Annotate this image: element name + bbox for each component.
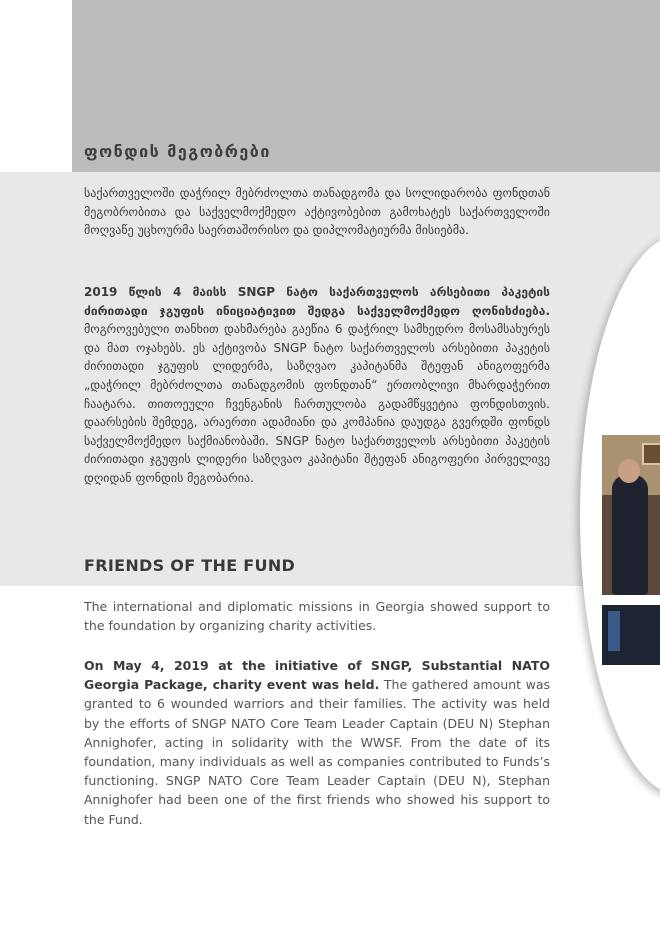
georgian-event-lead: 2019 წლის 4 მაისს SNGP ნატო საქართველოს არსებითი პაკეტის ძირითადი ჯგუფის ინიციატივით შედგა საქველმოქმედო ღონისძიება. bbox=[84, 285, 550, 318]
photo-wall-frame bbox=[642, 443, 660, 465]
photo-officer bbox=[612, 475, 648, 595]
english-intro-paragraph: The international and diplomatic missions in Georgia showed support to the foundation by organizing charity activities. bbox=[84, 599, 550, 634]
english-event-lead: On May 4, 2019 at the initiative of SNGP, Substantial NATO Georgia Package, charity event was held. bbox=[84, 658, 550, 693]
georgian-event-body: მოგროვებული თანხით დახმარება გაეწია 6 დაჭრილ სამხედრო მოსამსახურეს და მათ ოჯახებს. ეს აქტივობა SNGP ნატო საქართველოს არსებითი პაკეტის ძირითადი ჯგუფის ლიდერმა, საზღვაო კაპიტანმა შტეფან ანიგოფერმა „დაჭრილ მებრძოლთა თანადგომის ფონდთან“ ერთობლივი მხარდაჭერით ჩაატარა. თითოეული ჩვენგანის ჩართულობა გადამწყვეტია ფონდისთვის. დაარსების შემდეგ, არაერთი ადამიანი და კომპანია დაუდგა გვერდში ფონდს საქველმოქმედო საქმიანობაში. SNGP ნატო საქართველოს არსებითი პაკეტის ძირითადი ჯგუფის ლიდერი საზღვაო კაპიტანი შტეფან ანიგოფერი პირველივე დღიდან ფონდის მეგობარია. bbox=[84, 322, 550, 485]
english-heading: FRIENDS OF THE FUND bbox=[84, 556, 296, 575]
georgian-intro-paragraph: საქართველოში დაჭრილ მებრძოლთა თანადგომა და სოლიდარობა ფონდთან მეგობრობითა და საქველმოქმედო აქტივობებით გამოხატეს საქართველოში მოღვაწე უცხოურმა საერთაშორისო და დიპლომატიურმა მისიებმა. bbox=[84, 186, 550, 238]
english-event-body: The gathered amount was granted to 6 wounded warriors and their families. The activity was held by the efforts of SNGP NATO Core Team Leader Captain (DEU N) Stephan Annighofer, acting in solidarity with the WWSF. From the date of its foundation, many individuals as well as companies contributed to Funds’s functioning. SNGP NATO Core Team Leader Captain (DEU N), Stephan Annighofer had been one of the first friends who showed his support to the Fund. bbox=[84, 677, 550, 827]
georgian-heading: ფონდის მეგობრები bbox=[84, 142, 271, 161]
english-event-paragraph bbox=[84, 656, 550, 829]
georgian-event-paragraph bbox=[84, 283, 550, 488]
photo-detail bbox=[608, 611, 620, 651]
photo-officer-head bbox=[618, 459, 640, 483]
event-photo-upper bbox=[602, 435, 660, 595]
event-photo-lower bbox=[602, 605, 660, 665]
